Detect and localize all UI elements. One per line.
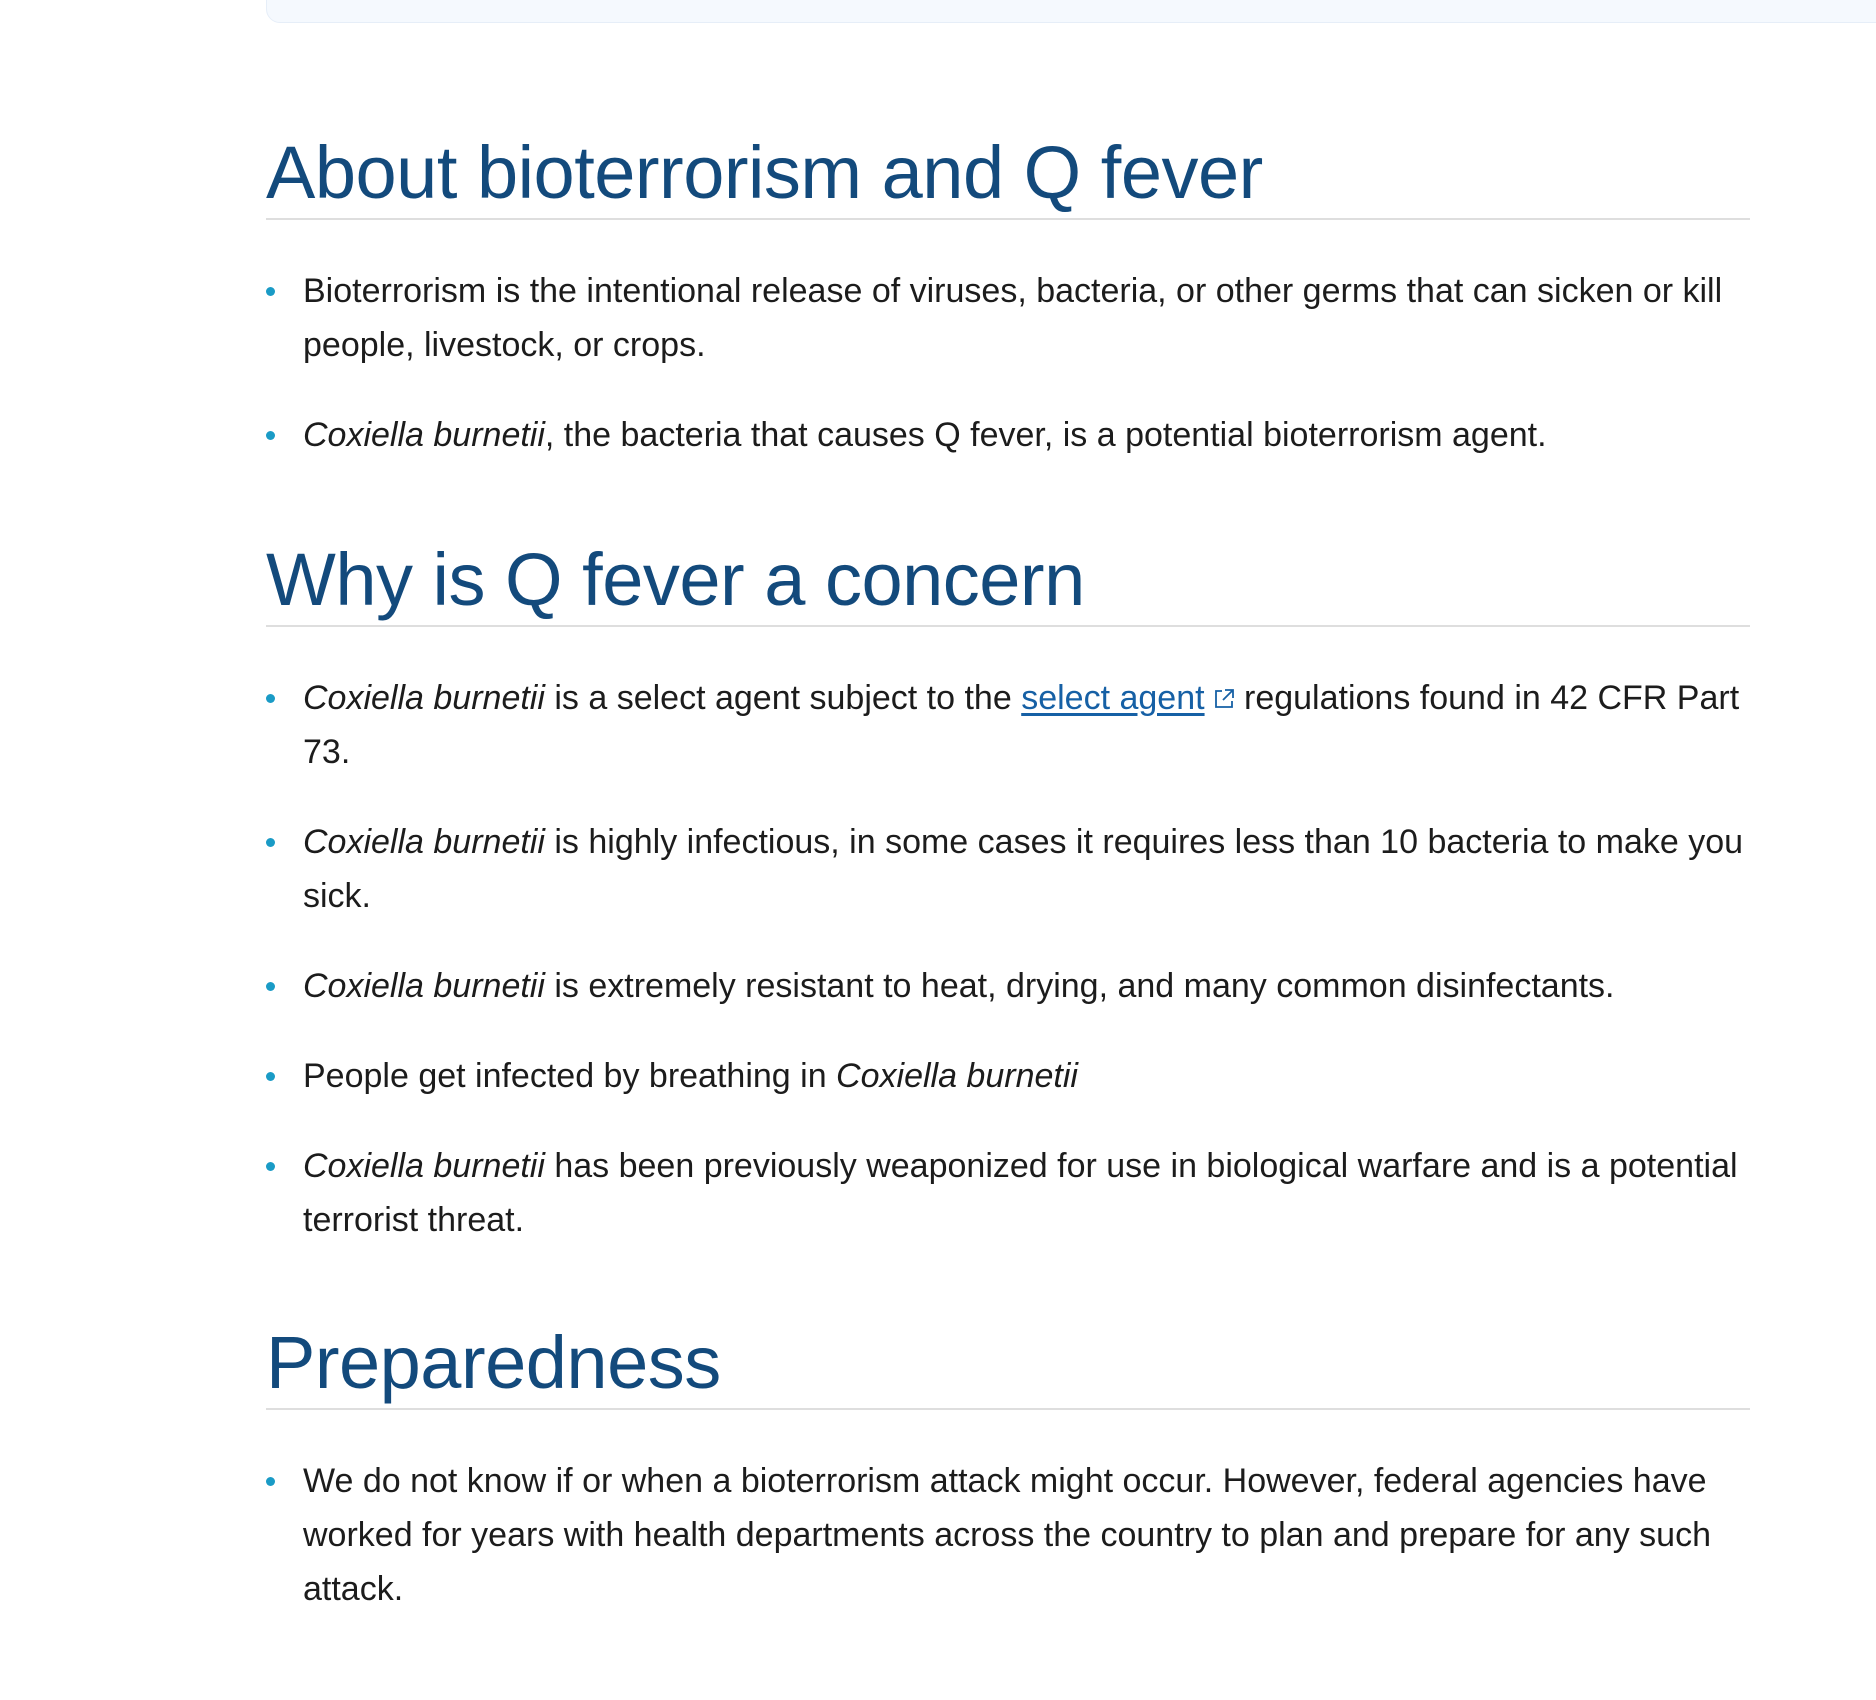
bullet-icon xyxy=(266,982,275,991)
list-item: Coxiella burnetii is a select agent subject to the select agent regulations found in 42 CFR Part 73. xyxy=(266,671,1750,779)
concern-list xyxy=(266,671,1750,1247)
section-heading-preparedness: Preparedness xyxy=(266,1322,1750,1410)
list-item: Coxiella burnetii has been previously weaponized for use in biological warfare and is a potential terrorist threat. xyxy=(266,1139,1750,1247)
select-agent-link[interactable]: select agent xyxy=(1021,679,1205,717)
list-item: People get infected by breathing in Coxiella burnetii xyxy=(266,1049,1750,1103)
bullet-icon xyxy=(266,694,275,703)
bullet-icon xyxy=(266,431,275,440)
list-item: Coxiella burnetii, the bacteria that causes Q fever, is a potential bioterrorism agent. xyxy=(266,408,1750,462)
bullet-icon xyxy=(266,1162,275,1171)
section-heading-concern: Why is Q fever a concern xyxy=(266,539,1750,627)
top-callout-box xyxy=(266,0,1876,23)
list-item: Bioterrorism is the intentional release of viruses, bacteria, or other germs that can sicken or kill people, livestock, or crops. xyxy=(266,264,1750,372)
bullet-icon xyxy=(266,1072,275,1081)
about-list xyxy=(266,264,1750,462)
bullet-icon xyxy=(266,838,275,847)
list-item: Coxiella burnetii is highly infectious, in some cases it requires less than 10 bacteria to make you sick. xyxy=(266,815,1750,923)
section-heading-about: About bioterrorism and Q fever xyxy=(266,132,1750,220)
preparedness-list xyxy=(266,1454,1750,1616)
external-link-icon xyxy=(1213,688,1235,710)
list-item: Coxiella burnetii is extremely resistant to heat, drying, and many common disinfectants. xyxy=(266,959,1750,1013)
bullet-icon xyxy=(266,1477,275,1486)
list-item: We do not know if or when a bioterrorism attack might occur. However, federal agencies have worked for years with health departments across the country to plan and prepare for any such attack. xyxy=(266,1454,1750,1616)
bullet-icon xyxy=(266,287,275,296)
